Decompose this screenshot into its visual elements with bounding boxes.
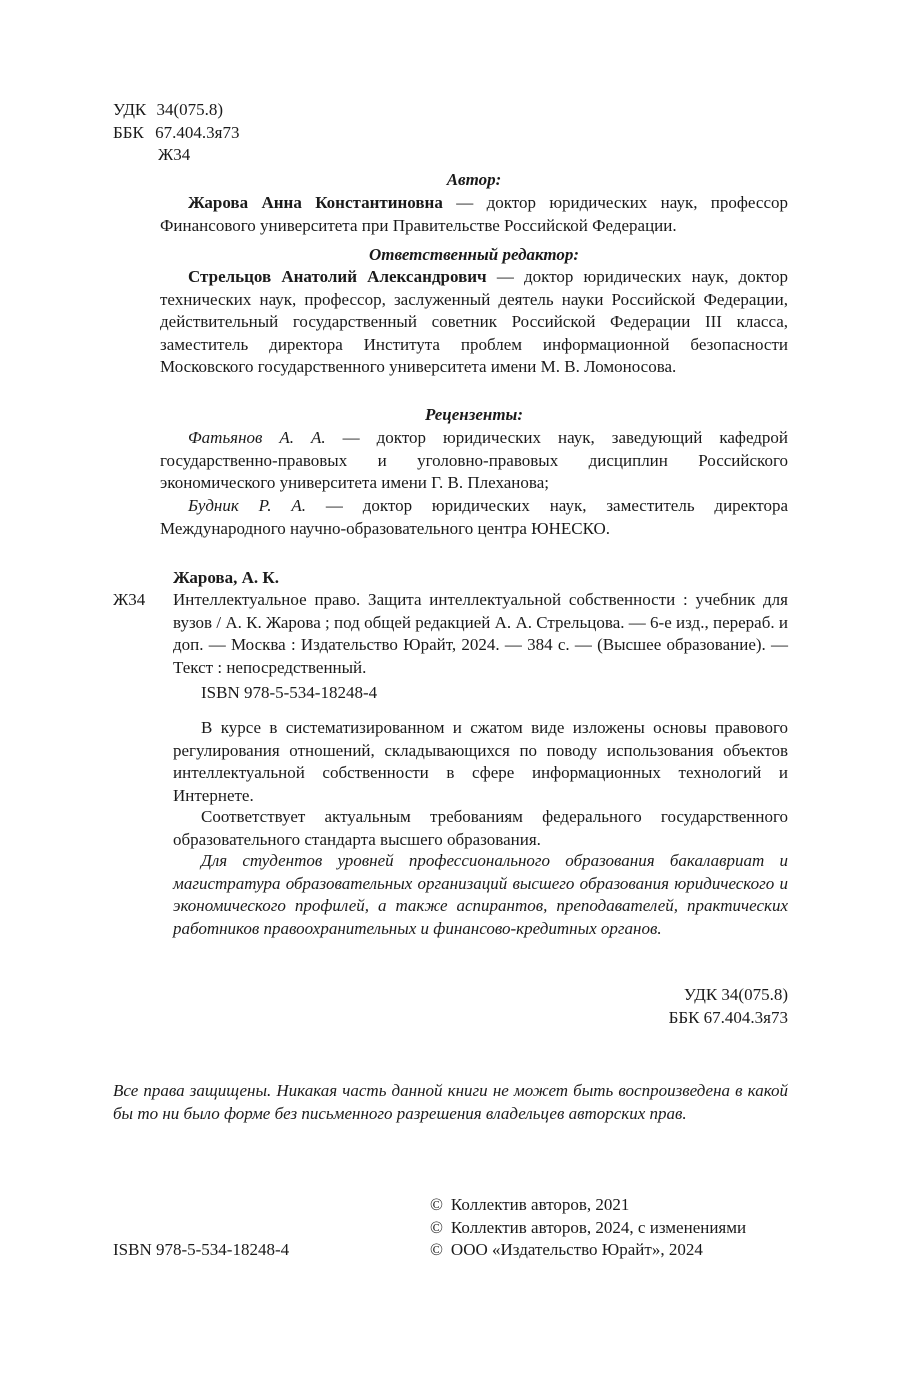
- top-codes: [113, 99, 239, 167]
- udk-value: 34(075.8): [156, 100, 224, 119]
- reviewer-1-name: Фатьянов А. А.: [188, 428, 326, 447]
- bottom-bbk: ББК 67.404.3я73: [668, 1007, 788, 1027]
- author-description: — доктор юридических наук, профессор Финансового университета при Правительстве Российской Федерации.: [160, 193, 788, 235]
- editor-name: Стрельцов Анатолий Александрович: [188, 267, 487, 286]
- author-paragraph: [160, 192, 788, 237]
- copyright-line: [430, 1239, 746, 1262]
- copyright-line: [430, 1217, 746, 1240]
- copyright-icon: ©: [430, 1217, 443, 1237]
- bbk-value: 67.404.3я73: [155, 122, 240, 142]
- annotation-paragraph-1: В курсе в систематизированном и сжатом виде изложены основы правового регулирования отношений, складывающихся по поводу использования объектов интеллектуальной собственности в сфере информационных технологий и Интернете.: [173, 718, 788, 805]
- editor-heading: Ответственный редактор:: [368, 245, 580, 264]
- copyright-list: [430, 1194, 746, 1262]
- copyright-line: [430, 1194, 746, 1217]
- copyright-text: ООО «Издательство Юрайт», 2024: [450, 1240, 703, 1259]
- bottom-udk: УДК 34(075.8): [683, 985, 788, 1004]
- reviewer-2-description: — доктор юридических наук, заместитель директора Международного научно-образовательного центра ЮНЕСКО.: [160, 496, 788, 538]
- reviewer-2-paragraph: [160, 495, 788, 540]
- reviewer-1-paragraph: [160, 427, 788, 495]
- bbk-label: ББК: [113, 122, 144, 142]
- author-name: Жарова Анна Константиновна: [188, 193, 443, 212]
- reviewers-heading: Рецензенты:: [424, 405, 524, 424]
- annotation-paragraph-3: Для студентов уровней профессионального образования бакалавриат и магистратура образовательных организаций высшего образования юридического и экономического профилей, а также аспирантов, преподавателей, практических работников правоохранительных и финансово-кредитных органов.: [173, 851, 788, 938]
- catalog-author-heading: Жарова, А. К.: [173, 568, 279, 587]
- bottom-codes: [560, 984, 788, 1029]
- catalog-isbn: ISBN 978-5-534-18248-4: [201, 683, 378, 702]
- bbk-line: [113, 122, 239, 145]
- editor-description: — доктор юридических наук, доктор технических наук, профессор, заслуженный деятель науки Российской Федерации, действительный государственный советник Российской Федерации III класса, заместитель директора Института проблем информационной безопасности Московского государственного университета имени М. В. Ломоносова.: [160, 267, 788, 376]
- copyright-text: Коллектив авторов, 2024, с изменениями: [450, 1217, 747, 1237]
- annotation-paragraph-2: Соответствует актуальным требованиям федерального государственного образовательного стандарта высшего образования.: [173, 807, 788, 849]
- catalog-entry: Интеллектуальное право. Защита интеллектуальной собственности : учебник для вузов / А. К. Жарова ; под общей редакцией А. А. Стрельцова. — 6-е изд., перераб. и доп. — Москва : Издательство Юрайт, 2024. — 384 с. — (Высшее образование). — Текст : непосредственный.: [173, 590, 788, 677]
- copyright-icon: ©: [430, 1195, 443, 1214]
- rights-notice: Все права защищены. Никакая часть данной книги не может быть воспроизведена в какой бы то ни было форме без письменного разрешения владельцев авторских прав.: [113, 1081, 788, 1123]
- editor-paragraph: [160, 266, 788, 379]
- author-mark: Ж34: [158, 145, 191, 164]
- footer-isbn: ISBN 978-5-534-18248-4: [113, 1240, 290, 1259]
- udk-line: [113, 99, 239, 122]
- reviewer-1-description: — доктор юридических наук, заведующий кафедрой государственно-правовых и уголовно-правовых дисциплин Российского экономического университета имени Г. В. Плеханова;: [160, 428, 789, 492]
- copyright-text: Коллектив авторов, 2021: [450, 1195, 630, 1214]
- copyright-icon: ©: [430, 1240, 443, 1259]
- udk-label: УДК: [113, 100, 147, 119]
- reviewer-2-name: Будник Р. А.: [188, 496, 307, 515]
- catalog-mark: Ж34: [113, 590, 146, 609]
- author-heading: Автор:: [446, 170, 502, 189]
